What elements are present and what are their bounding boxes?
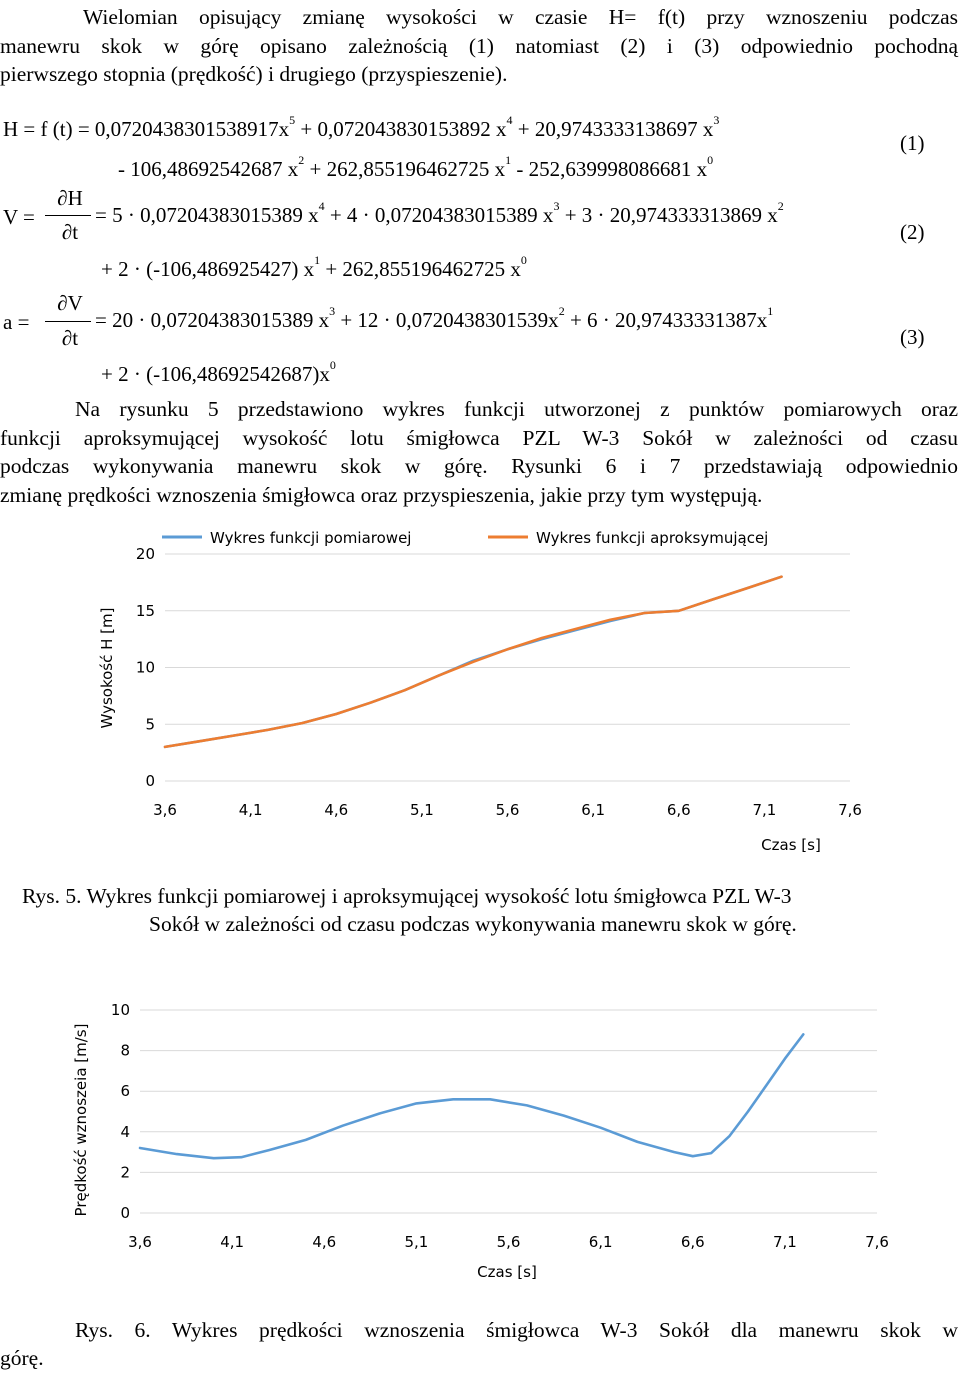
legend-label-2: Wykres funkcji aproksymującej — [536, 529, 769, 547]
x-tick-label: 7,1 — [752, 801, 777, 819]
x-tick-label: 5,1 — [404, 1233, 429, 1251]
eq1-term-2: + 0,072043830153892 x — [295, 117, 507, 141]
x-tick-label: 7,1 — [772, 1233, 797, 1251]
x-tick-label: 6,6 — [680, 1233, 705, 1251]
x-tick-label: 7,6 — [838, 801, 862, 819]
y-tick-label: 20 — [135, 545, 155, 563]
equation-3-line-1 — [95, 304, 774, 333]
eq2-term-2: + 4 · 0,07204383015389 x — [324, 203, 554, 227]
x-axis-label: Czas [s] — [477, 1263, 537, 1281]
y-tick-label: 4 — [120, 1122, 130, 1141]
eq1-term-1: 0,0720438301538917x — [94, 117, 290, 141]
legend-label-1: Wykres funkcji pomiarowej — [210, 529, 412, 547]
x-tick-label: 3,6 — [128, 1233, 152, 1251]
eq2-lhs: V = — [3, 205, 35, 229]
equation-3-line-2 — [101, 358, 336, 387]
eq2-term-5: + 262,855196462725 x — [320, 257, 521, 281]
body-line-4: zmianę prędkości wznoszenia śmigłowca oraz przyspieszenia, jakie przy tym występują. — [0, 482, 763, 507]
eq2-term-3: + 3 · 20,974333313869 x — [559, 203, 778, 227]
intro-line-3: pierwszego stopnia (prędkość) i drugiego (przyspieszenie). — [0, 62, 508, 86]
eq2-exp-2: 3 — [553, 199, 560, 213]
body-paragraph — [0, 395, 958, 509]
eq3-exp-3: 1 — [767, 304, 774, 318]
x-tick-label: 5,1 — [409, 801, 434, 819]
eq3-term-2: + 12 · 0,0720438301539x — [335, 308, 559, 332]
eq2-numerator: ∂H — [57, 186, 83, 210]
eq1-exp-4: 2 — [298, 153, 305, 167]
figure-5-caption-line-1: Rys. 5. Wykres funkcji pomiarowej i aproksymującej wysokość lotu śmigłowca PZL W-3 — [22, 884, 792, 908]
eq1-term-6: - 252,639998086681 x — [511, 157, 708, 181]
y-tick-label: 8 — [120, 1041, 130, 1060]
x-tick-label: 6,1 — [588, 1233, 613, 1251]
y-axis-label: Wysokość H [m] — [98, 607, 116, 729]
eq1-term-5: + 262,855196462725 x — [304, 157, 506, 181]
velocity-chart — [0, 995, 960, 1290]
eq3-numerator: ∂V — [57, 291, 83, 315]
body-line-3: podczas wykonywania manewru skok w górę. Rysunki 6 i 7 przedstawiają odpowiednio — [0, 454, 958, 478]
eq1-exp-5: 1 — [505, 153, 512, 167]
x-tick-label: 5,6 — [496, 1233, 521, 1251]
eq2-term-4: + 2 · (-106,486925427) x — [101, 257, 315, 281]
x-tick-label: 4,1 — [220, 1233, 245, 1251]
eq3-term-1: = 20 · 0,07204383015389 x — [95, 308, 330, 332]
eq3-term-4: + 2 · (-106,48692542687)x — [101, 362, 330, 386]
equation-3-number: (3) — [900, 325, 925, 349]
eq1-term-3: + 20,9743333138697 x — [512, 117, 714, 141]
y-tick-label: 0 — [120, 1204, 130, 1222]
y-tick-label: 10 — [135, 658, 155, 677]
eq2-fraction-bar — [45, 215, 91, 216]
eq3-exp-4: 0 — [329, 358, 336, 372]
y-tick-label: 5 — [145, 715, 155, 734]
eq3-lhs: a = — [3, 310, 30, 334]
eq3-denominator: ∂t — [61, 326, 79, 350]
intro-paragraph — [0, 3, 958, 89]
eq2-exp-4: 1 — [314, 253, 321, 267]
y-tick-label: 15 — [135, 601, 155, 620]
eq3-fraction-bar — [45, 321, 91, 322]
x-tick-label: 7,6 — [865, 1233, 889, 1251]
eq2-exp-5: 0 — [520, 253, 527, 267]
eq2-term-1: = 5 · 0,07204383015389 x — [95, 203, 319, 227]
body-line-2: funkcji aproksymującej wysokość lotu śmigłowca PZL W-3 Sokół w zależności od czasu — [0, 425, 958, 450]
eq1-lhs: H = f (t) = — [3, 117, 95, 141]
y-axis-label: Prędkość wznoszeia [m/s] — [72, 1023, 90, 1217]
x-tick-label: 5,6 — [495, 801, 520, 819]
eq3-exp-2: 2 — [558, 304, 565, 318]
series-line-2 — [165, 577, 782, 747]
eq1-exp-2: 4 — [506, 113, 513, 127]
x-tick-label: 4,6 — [312, 1233, 337, 1251]
eq1-exp-6: 0 — [707, 153, 714, 167]
y-tick-label: 2 — [120, 1163, 130, 1182]
equation-1-number: (1) — [900, 131, 925, 155]
eq1-term-4: - 106,48692542687 x — [118, 157, 299, 181]
figure-5-caption-line-2: Sokół w zależności od czasu podczas wykonywania manewru skok w górę. — [149, 912, 797, 936]
body-line-1: Na rysunku 5 przedstawiono wykres funkcji utworzonej z punktów pomiarowych oraz — [75, 397, 958, 421]
y-tick-label: 10 — [110, 1001, 130, 1019]
intro-line-2: manewru skok w górę opisano zależnością (1) natomiast (2) i (3) odpowiednio pochodną — [0, 33, 958, 58]
eq1-exp-3: 3 — [713, 113, 720, 127]
x-axis-label: Czas [s] — [761, 836, 821, 854]
equation-1-line-1 — [3, 113, 720, 142]
intro-line-1: Wielomian opisujący zmianę wysokości w czasie H= f(t) przy wznoszeniu podczas — [83, 5, 958, 29]
x-tick-label: 4,6 — [324, 801, 349, 819]
series-line-1 — [140, 1034, 803, 1158]
x-tick-label: 4,1 — [238, 801, 263, 819]
equation-1-line-2 — [118, 153, 714, 182]
figure-6-caption-line-1: Rys. 6. Wykres prędkości wznoszenia śmigłowca W-3 Sokół dla manewru skok w — [75, 1318, 958, 1342]
equation-2-line-2 — [101, 253, 527, 282]
equation-2-number: (2) — [900, 220, 925, 244]
eq1-exp-1: 5 — [289, 113, 296, 127]
eq3-term-3: + 6 · 20,97433331387x — [564, 308, 768, 332]
y-tick-label: 6 — [120, 1082, 130, 1101]
height-chart — [0, 520, 960, 860]
x-tick-label: 3,6 — [153, 801, 177, 819]
eq2-denominator: ∂t — [61, 220, 79, 244]
eq2-exp-1: 4 — [318, 199, 325, 213]
y-tick-label: 0 — [145, 772, 155, 790]
equation-2-line-1 — [95, 199, 784, 228]
x-tick-label: 6,6 — [666, 801, 691, 819]
eq2-exp-3: 2 — [777, 199, 784, 213]
figure-6-caption-line-2: górę. — [0, 1346, 44, 1370]
eq3-exp-1: 3 — [329, 304, 336, 318]
x-tick-label: 6,1 — [581, 801, 606, 819]
